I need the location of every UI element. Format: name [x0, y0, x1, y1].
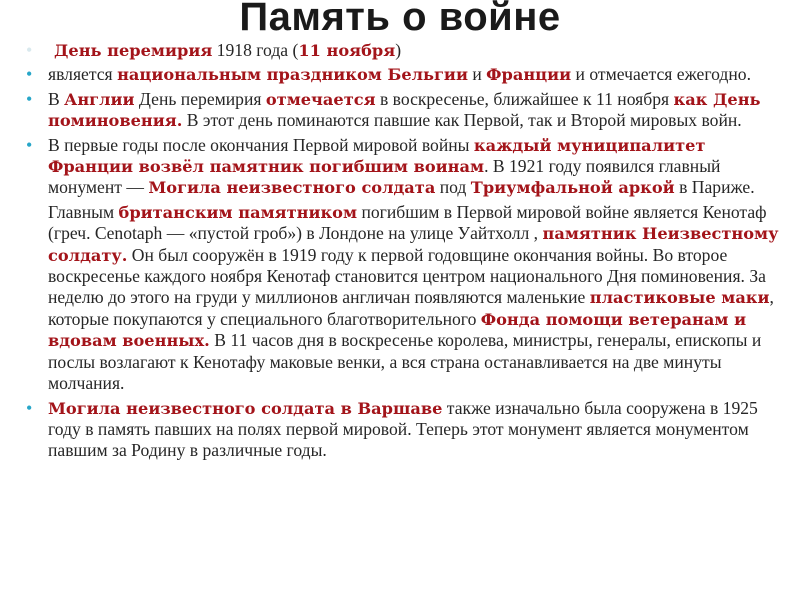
text-run: В 11 часов дня в воскресенье королева, министры, генералы, епископы и послы возлагают к Кенотафу маковые венки, а вся страна останавливается на две минуты молчания.: [48, 330, 762, 394]
paragraph: [22, 202, 782, 395]
highlighted-text: пластиковые маки: [589, 288, 770, 308]
highlighted-text: каждый муниципалитет Франции возвёл памятник погибшим воинам: [48, 135, 706, 177]
paragraph-text: [48, 398, 758, 461]
paragraph: [22, 89, 782, 132]
text-run: и: [467, 64, 487, 85]
text-run: в Париже.: [674, 177, 755, 198]
bullet-icon: •: [26, 88, 33, 109]
highlighted-text: британским памятником: [118, 202, 358, 222]
text-run: 1918 года (: [212, 40, 299, 60]
bullet-icon: •: [26, 64, 33, 85]
text-run: В первые годы после окончания Первой мировой войны: [48, 134, 474, 155]
text-run: В: [48, 88, 65, 109]
paragraph: [22, 135, 782, 199]
highlighted-text: Могила неизвестного солдата в Варшаве: [48, 398, 443, 418]
paragraph-text: [48, 40, 401, 60]
paragraph-text: [48, 135, 755, 198]
paragraph: [22, 64, 782, 85]
highlighted-text: национальным праздником Бельгии: [117, 65, 468, 85]
paragraph-text: [48, 64, 751, 84]
highlighted-text: Могила неизвестного солдата: [148, 178, 436, 198]
paragraph-text: [48, 89, 761, 130]
paragraph: [22, 398, 782, 462]
bullet-icon: •: [26, 40, 33, 60]
highlighted-text: отмечается: [265, 89, 376, 109]
highlighted-text: Франции: [486, 65, 572, 85]
text-run: Он был сооружён в 1919 году к первой годовщине окончания войны. Во второе воскресенье каждого ноября Кенотаф становится центром национального Дня поминовения. За неделю до этого на груди у миллионов англичан появляются маленькие: [48, 244, 766, 308]
highlighted-text: Триумфальной аркой: [470, 178, 675, 198]
text-run: Главным: [48, 201, 119, 222]
highlighted-text: День перемирия: [54, 41, 213, 60]
paragraph-text: [48, 202, 778, 393]
slide-body: [22, 40, 782, 465]
text-run: под: [435, 177, 471, 198]
text-run: и отмечается ежегодно.: [571, 64, 751, 85]
text-run: также изначально была сооружена в 1925 году в память павших на полях первой мировой. Теперь этот монумент является монументом павшим за Родину в различные годы.: [48, 397, 758, 461]
text-run: . В 1921 году появился главный монумент —: [48, 156, 721, 198]
text-run: является: [48, 64, 118, 85]
text-run: ): [395, 40, 402, 60]
highlighted-text: памятник Неизвестному солдату.: [48, 224, 779, 265]
text-run: День перемирия: [134, 88, 266, 109]
highlighted-text: Фонда помощи ветеранам и вдовам военных.: [48, 309, 747, 351]
highlighted-text: как День поминовения.: [48, 89, 761, 131]
slide-title: Память о войне: [239, 0, 561, 39]
bullet-icon: •: [26, 397, 33, 418]
highlighted-text: 11 ноября: [298, 41, 396, 60]
text-run: погибшим в Первой мировой войне является Кенотаф (греч. Cenotaph — «пустой гроб») в Лондоне на улице Уайтхолл ,: [48, 201, 767, 244]
highlighted-text: Англии: [64, 89, 135, 109]
paragraph: [22, 40, 782, 61]
bullet-icon: •: [26, 134, 33, 155]
text-run: , которые покупаются у специального благотворительного: [48, 287, 774, 329]
text-run: в воскресенье, ближайшее к 11 ноября: [375, 88, 674, 109]
text-run: В этот день поминаются павшие как Первой, так и Второй мировых войн.: [182, 110, 742, 131]
